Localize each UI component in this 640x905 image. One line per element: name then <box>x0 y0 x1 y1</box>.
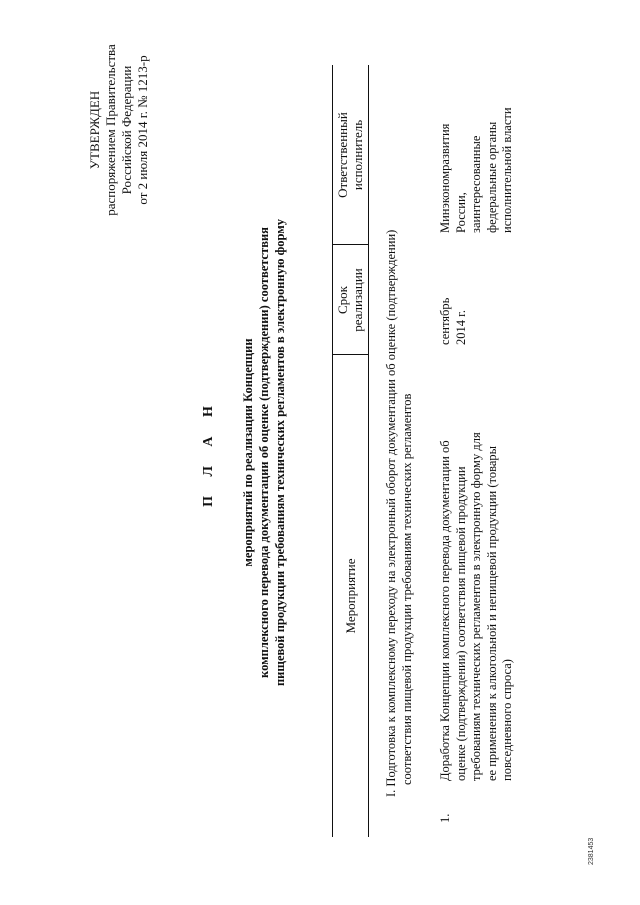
row-number: 1. <box>438 813 452 823</box>
header-term <box>335 245 365 355</box>
section-heading-line: соответствия пищевой продукции требованиям технических регламентов <box>399 393 414 785</box>
approval-date-number: от 2 июля 2014 г. № 1213-р <box>135 55 150 205</box>
approval-block <box>87 0 151 260</box>
table-top-rule <box>332 65 333 837</box>
approval-status: УТВЕРЖДЕН <box>87 90 102 170</box>
plan-heading: П Л А Н <box>201 398 216 507</box>
plan-subtitle-line: пищевой продукции требованиям технических регламентов в электронную форму <box>273 218 287 687</box>
responsible-line: России, <box>453 192 468 233</box>
activity-line: оценке (подтверждении) соответствия пищевой продукции <box>453 466 468 781</box>
document-stamp-number: 2381453 <box>588 837 595 865</box>
row-activity <box>438 432 516 781</box>
plan-title-block <box>200 10 288 895</box>
responsible-line: заинтересованные <box>469 135 483 233</box>
term-line: сентябрь <box>438 297 452 345</box>
header-responsible-line: исполнитель <box>350 119 365 191</box>
row-responsible <box>438 107 516 233</box>
header-activity: Мероприятие <box>343 558 358 634</box>
term-line: 2014 г. <box>453 310 468 345</box>
header-responsible <box>335 65 365 245</box>
header-term-line: Срок <box>335 286 350 314</box>
responsible-line: Минэкономразвития <box>438 123 452 233</box>
activity-line: ее применения к алкогольной и непищевой продукции (товары <box>484 445 499 781</box>
plan-subtitle-line: мероприятий по реализации Концепции <box>241 338 255 567</box>
section-heading-line: I. Подготовка к комплексному переходу на электронный оборот документации об оценке (подтверждении) <box>384 229 398 797</box>
activity-line: повседневного спроса) <box>500 659 514 781</box>
section-heading <box>384 230 415 797</box>
header-term-line: реализации <box>350 268 365 332</box>
row-term <box>438 298 469 345</box>
approval-decree: распоряжением Правительства <box>103 44 118 216</box>
table-header-rule <box>368 65 369 837</box>
header-responsible-line: Ответственный <box>335 112 350 198</box>
plan-subtitle-line: комплексного перевода документации об оценке (подтверждении) соответствия <box>257 227 271 678</box>
activity-line: Доработка Концепции комплексного перевода документации об <box>438 440 452 781</box>
approval-authority: Российской Федерации <box>119 65 134 195</box>
responsible-line: федеральные органы <box>484 121 499 233</box>
activity-line: требованиям технических регламентов в электронную форму для <box>469 432 483 781</box>
responsible-line: исполнительной власти <box>500 107 514 233</box>
